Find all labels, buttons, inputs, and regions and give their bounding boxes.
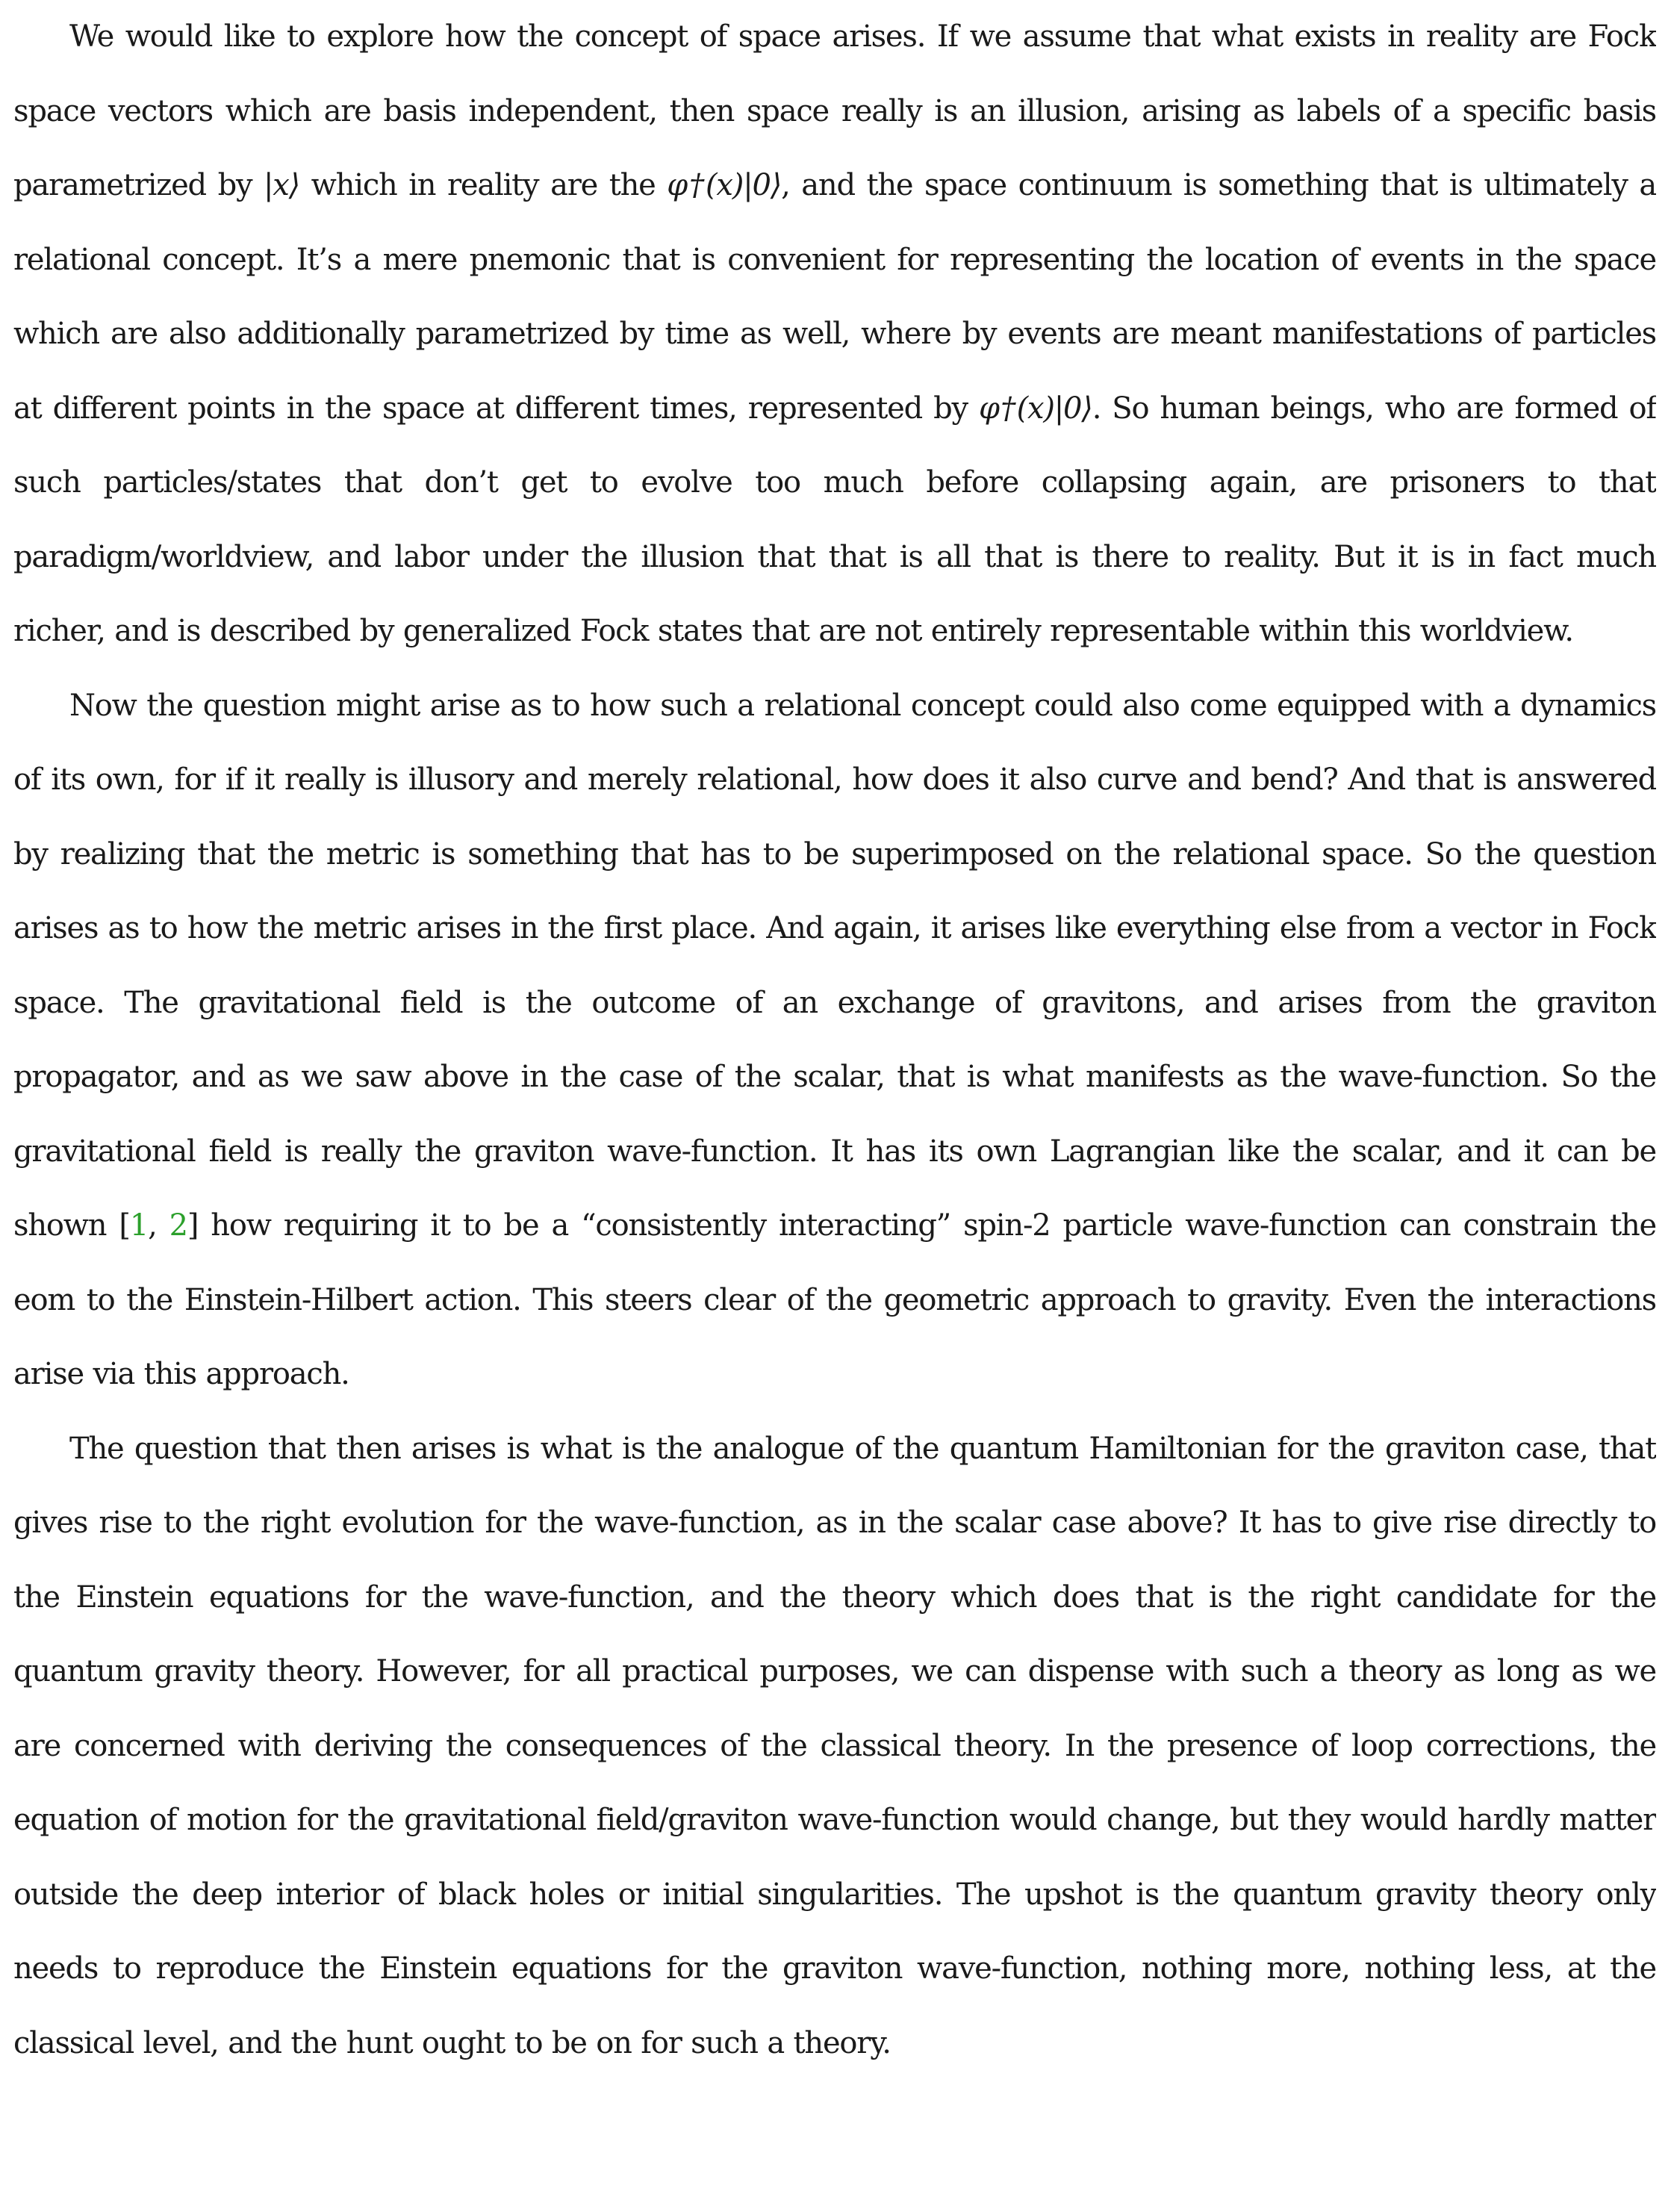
citation-separator: , <box>148 1208 169 1243</box>
paragraph-text: . So human beings, who are formed of such particles/states that don’t get to evolve too much before collapsing again, are prisoners to that paradigm/worldview, and labor under the illusion that that is all that is there to reality. But it is in fact much richer, and is described by generalized Fock states that are not entirely representable within this worldview. <box>13 391 1656 648</box>
ket-x-symbol: |x⟩ <box>263 168 300 202</box>
citation-link-2[interactable]: 2 <box>169 1208 187 1243</box>
paragraph-text: The question that then arises is what is the analogue of the quantum Hamiltonian for the graviton case, that gives rise to the right evolution for the wave-function, as in the scalar case above? It has to give rise directly to the Einstein equations for the wave-function, and the theory which does that is the right candidate for the quantum gravity theory. However, for all practical purposes, we can dispense with such a theory as long as we are concerned with deriving the consequences of the classical theory. In the presence of loop corrections, the equation of motion for the gravitational field/graviton wave-function would change, but they would hardly matter outside the deep interior of black holes or initial singularities. The upshot is the quantum gravity theory only needs to reproduce the Einstein equations for the graviton wave-function, nothing more, nothing less, at the classical level, and the hunt ought to be on for such a theory. <box>13 1431 1656 2060</box>
citation-link-1[interactable]: 1 <box>129 1208 149 1243</box>
paper-page <box>13 0 1656 2212</box>
paragraph-text: which in reality are the <box>299 168 668 202</box>
paragraph-space-concept <box>13 0 1656 669</box>
paragraph-metric-dynamics <box>13 669 1656 1412</box>
paragraph-text: ] how requiring it to be a “consistently interacting” spin-2 particle wave-function can constrain the eom to the Einstein-Hilbert action. This steers clear of the geometric approach to gravity. Even the interactions arise via this approach. <box>13 1208 1656 1391</box>
paragraph-text: We would like to explore how the concept of space arises. If we assume that what exists in reality are Fock space vectors which are basis independent, then space really is an illusion, arising as labels of a specific basis parametrized by <box>13 19 1656 202</box>
field-operator-symbol: φ†(x)|0⟩ <box>667 168 782 202</box>
field-operator-symbol: φ†(x)|0⟩ <box>978 391 1092 426</box>
paragraph-text: Now the question might arise as to how such a relational concept could also come equipped with a dynamics of its own, for if it really is illusory and merely relational, how does it also curve and bend? And that is answered by realizing that the metric is something that has to be superimposed on the relational space. So the question arises as to how the metric arises in the first place. And again, it arises like everything else from a vector in Fock space. The gravitational field is the outcome of an exchange of gravitons, and arises from the graviton propagator, and as we saw above in the case of the scalar, that is what manifests as the wave-function. So the gravitational field is really the graviton wave-function. It has its own Lagrangian like the scalar, and it can be shown [ <box>13 688 1656 1243</box>
paragraph-quantum-hamiltonian <box>13 1412 1656 2081</box>
paragraph-text: , and the space continuum is something that is ultimately a relational concept. It’s a mere pnemonic that is convenient for representing the location of events in the space which are also additionally parametrized by time as well, where by events are meant manifestations of particles at different points in the space at different times, represented by <box>13 168 1656 426</box>
